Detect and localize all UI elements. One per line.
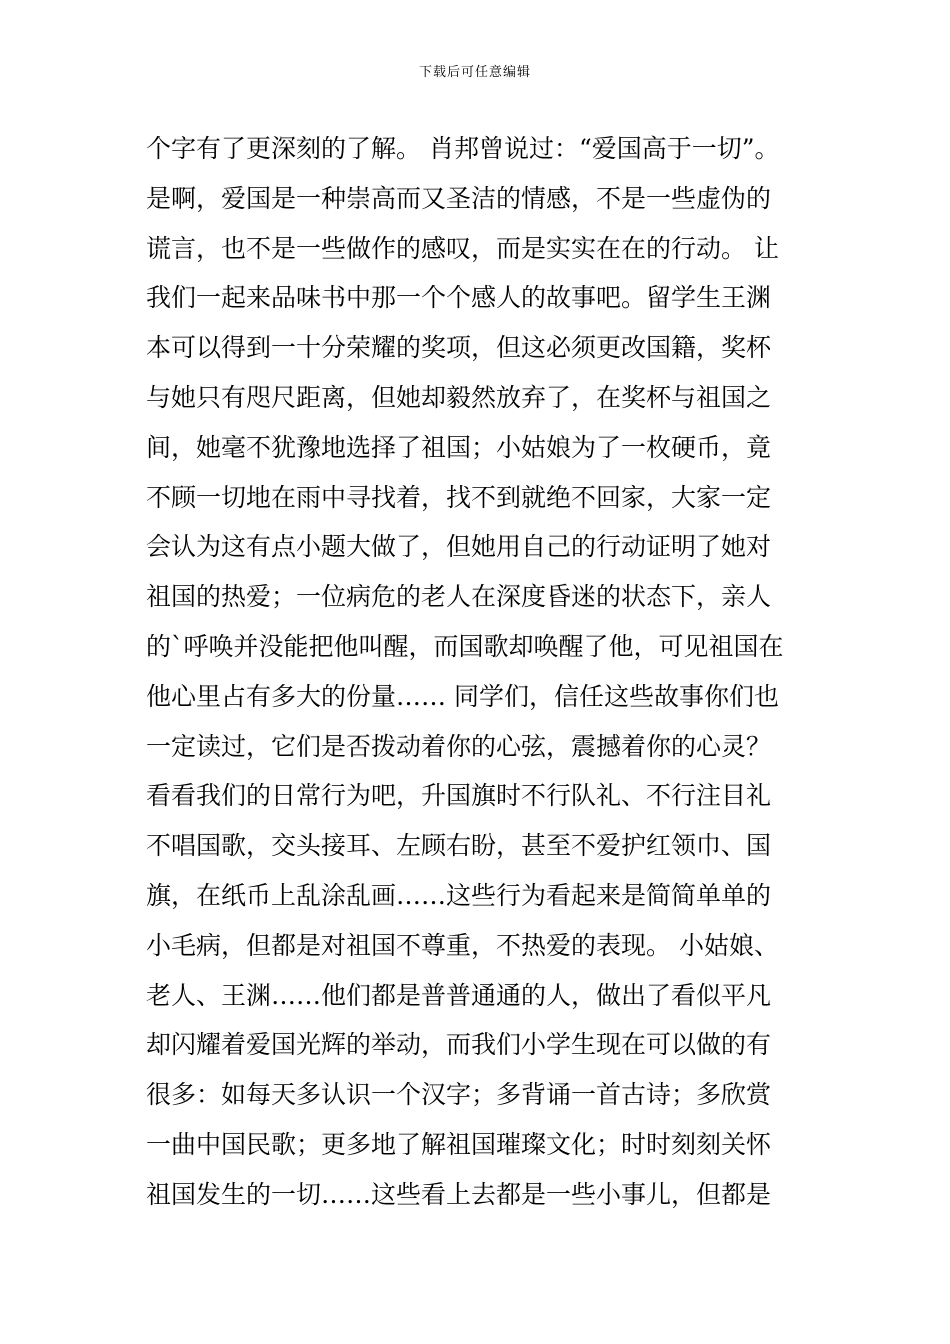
text-line: 一曲中国民歌；更多地了解祖国璀璨文化；时时刻刻关怀: [146, 1129, 772, 1159]
text-line: 旗，在纸币上乱涂乱画……这些行为看起来是简简单单的: [146, 880, 772, 910]
text-line: 却闪耀着爱国光辉的举动，而我们小学生现在可以做的有: [146, 1030, 772, 1060]
text-line: 谎言，也不是一些做作的感叹，而是实实在在的行动。 让: [146, 233, 779, 263]
text-line: 与她只有咫尺距离，但她却毅然放弃了，在奖杯与祖国之: [146, 382, 772, 412]
text-line: 会认为这有点小题大做了，但她用自己的行动证明了她对: [146, 532, 772, 562]
text-line: 小毛病，但都是对祖国不尊重，不热爱的表现。 小姑娘、: [146, 930, 779, 960]
text-line: 看看我们的日常行为吧，升国旗时不行队礼、不行注目礼: [146, 781, 772, 811]
text-line: 他心里占有多大的份量…… 同学们，信任这些故事你们也: [146, 681, 779, 711]
body-text: [146, 124, 826, 1220]
text-line: 本可以得到一十分荣耀的奖项，但这必须更改国籍，奖杯: [146, 333, 772, 363]
text-line: 不顾一切地在雨中寻找着，找不到就绝不回家，大家一定: [146, 482, 772, 512]
text-line: 很多：如每天多认识一个汉字；多背诵一首古诗；多欣赏: [146, 1080, 772, 1110]
text-line: 我们一起来品味书中那一个个感人的故事吧。留学生王渊: [146, 283, 772, 313]
text-line: 的`呼唤并没能把他叫醒，而国歌却唤醒了他，可见祖国在: [146, 631, 784, 661]
page-header: 下载后可任意编辑: [418, 65, 531, 80]
text-line: 个字有了更深刻的了解。 肖邦曾说过：“爱国高于一切”。: [146, 134, 780, 163]
text-line: 是啊，爱国是一种崇高而又圣洁的情感，不是一些虚伪的: [146, 183, 772, 213]
text-line: 祖国的热爱；一位病危的老人在深度昏迷的状态下，亲人: [146, 582, 772, 612]
text-line: 不唱国歌，交头接耳、左顾右盼，甚至不爱护红领巾、国: [146, 831, 772, 861]
text-line: 祖国发生的一切……这些看上去都是一些小事儿，但都是: [146, 1179, 772, 1209]
text-line: 一定读过，它们是否拨动着你的心弦，震撼着你的心灵？: [146, 731, 772, 761]
text-line: 老人、王渊……他们都是普普通通的人，做出了看似平凡: [146, 980, 772, 1010]
text-line: 间，她毫不犹豫地选择了祖国；小姑娘为了一枚硬币，竟: [146, 432, 772, 462]
